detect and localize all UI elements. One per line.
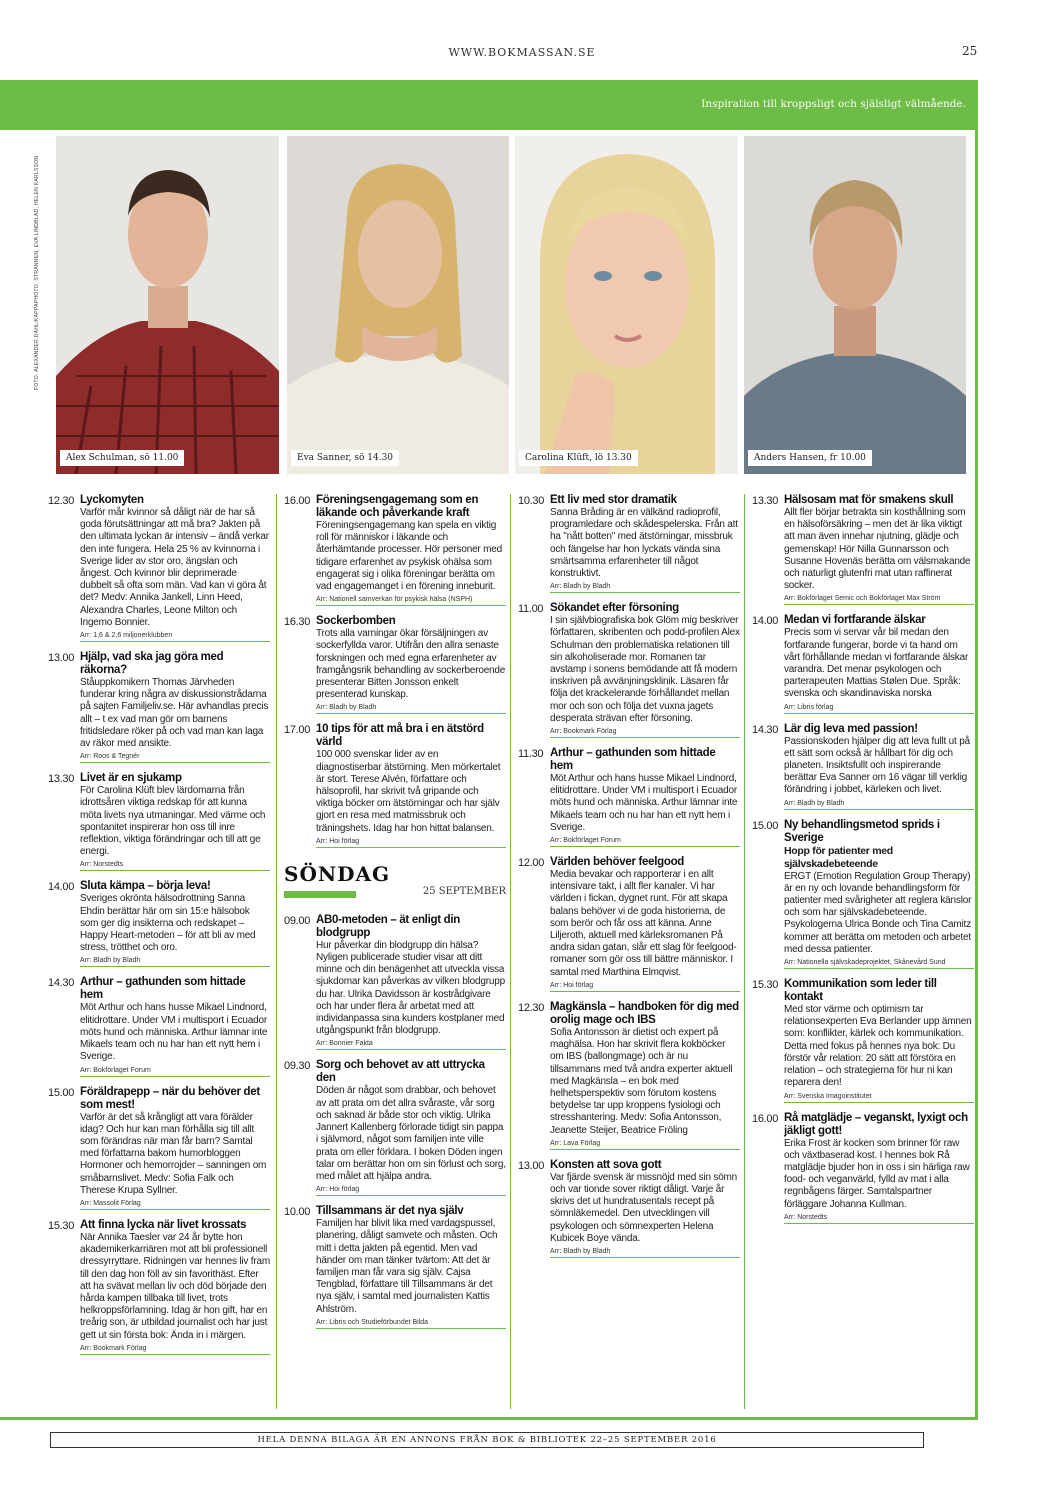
event-time: 11.30 [518, 748, 544, 761]
event-time: 14.30 [752, 723, 779, 736]
program-item [48, 772, 270, 871]
event-time: 15.30 [48, 1219, 75, 1232]
event-time: 13.00 [518, 1159, 545, 1172]
photo-caption: Carolina Klüft, lö 13.30 [519, 450, 638, 466]
event-time: 15.00 [752, 819, 779, 832]
event-description: 100 000 svenskar lider av en diagnostiserbar ätstörning. Men mörkertalet är stort. Terese Alvén, författare och hälsoprofil, har skrivit två gripande och viktiga böcker om ätstörningar och har själv gjort en resa med matmissbruk och träningshets. Idag har hon hittat balansen. [316, 749, 501, 834]
event-description: Med stor värme och optimism tar relationsexperten Eva Berlander upp ämnen som: konflikter, kärlek och kommunikation. Detta med fokus på hennes nya bok: Du förstör vår relation: 20 sätt att förstöra en relation – och strategierna för hur ni kan reparera den! [784, 1004, 972, 1089]
day-accent-bar [284, 891, 356, 898]
program-item [518, 1159, 740, 1258]
event-description: Möt Arthur och hans husse Mikael Lindnord, elitidrottare. Under VM i multisport i Ecuador möts hund och människa. Arthur lämnar inte Mikaels team och nu har han ett nytt hem i Sverige. [550, 773, 738, 833]
event-title: AB0-metoden – ät enligt din blodgrupp [316, 913, 460, 939]
event-organizer: Arr: Bokförlaget Forum [80, 1067, 270, 1077]
event-description: I sin självbiografiska bok Glöm mig beskriver författaren, skribenten och podd-profilen Alex Schulman den problematiska relationen till sin alkoholiserade mor. Romanen tar avstamp i sonens bemödande att få modern inskriven på avvänjningsklinik. Läsaren får följa det krackelerande förhållandet mellan mor och son och följa det vuxna jagets desperata strävan efter försoning. [550, 615, 740, 724]
column-divider [276, 494, 277, 1409]
event-organizer: Arr: Bookmark Förlag [80, 1345, 270, 1355]
event-title: Hälsosam mat för smakens skull [784, 494, 954, 506]
event-description: Allt fler börjar betrakta sin kosthållning som en hälsoförsäkring – men det är lika viktigt att man även innehar njutning, glädje och gemenskap! Hör Nilla Gunnarsson och Susanne Hovenäs berätta om välsmakande och naturligt glutenfri mat utan raffinerat socker. [784, 507, 971, 592]
event-title: Sluta kämpa – börja leva! [80, 880, 211, 893]
column-divider [510, 494, 511, 1409]
photo-alex-schulman [56, 136, 279, 474]
event-organizer: Arr: Bladh by Bladh [80, 957, 270, 967]
event-time: 10.30 [518, 495, 545, 507]
program-column-3 [518, 494, 740, 1267]
photo-carolina-kluft [515, 136, 738, 474]
event-description: Erika Frost är kocken som brinner för raw och växtbaserad kost. I hennes bok Rå matglädje bjuder hon in oss i sin härliga raw food- och veganvärld, fylld av mat i alla regnbågens färger. Samtalspartner förläggare Johanna Kullman. [784, 1137, 970, 1210]
event-organizer: Arr: Norstedts [80, 861, 270, 871]
day-name: SÖNDAG [284, 861, 391, 886]
event-title: Medan vi fortfarande älskar [784, 614, 926, 627]
photo-caption: Alex Schulman, sö 11.00 [60, 450, 184, 466]
event-description: Varför mår kvinnor så dåligt när de har så goda förutsättningar att må bra? Jakten på den ultimata lyckan är intensiv – ändå verkar den inte fungera. Hela 25 % av kvinnorna i Sverige lider av stor oro, ängslan och ångest. Och kvinnor blir deprimerade dubbelt så ofta som män. Vad kan vi göra åt det? Medv: Annika Jankell, Linn Heed, Alexandra Charles, Leone Milton och Ingemo Bonnier. [80, 507, 269, 628]
program-column-1 [48, 494, 270, 1364]
event-organizer: Arr: Svenska Imagoinstitutet [784, 1093, 974, 1103]
event-title: 10 tips för att må bra i en ätstörd värld [316, 723, 484, 749]
event-organizer: Arr: Lava Förlag [550, 1140, 740, 1150]
event-title: Livet är en sjukamp [80, 772, 182, 785]
program-item [284, 723, 506, 847]
page-number: 25 [962, 44, 978, 58]
footer-disclaimer: HELA DENNA BILAGA ÄR EN ANNONS FRÅN BOK & BIBLIOTEK 22–25 SEPTEMBER 2016 [50, 1432, 924, 1448]
event-organizer: Arr: Libris och Studieförbundet Bilda [316, 1319, 506, 1329]
program-item [518, 856, 740, 992]
event-title: Kommunikation som leder till kontakt [784, 978, 937, 1004]
event-time: 14.30 [48, 977, 75, 990]
program-item [48, 1086, 270, 1210]
photo-credit: FOTO: ALEXANDER DAHL/KAPPAPHOTO, STRANNEN, EVA LINDBLAD, HELEN KARLSSON [34, 155, 40, 390]
event-subtitle: Hopp för patienter med självskadebeteende [784, 844, 893, 870]
event-title: Rå matglädje – veganskt, lyxigt och jäkligt gott! [784, 1111, 968, 1137]
event-time: 09.30 [284, 1060, 311, 1073]
portrait-image [56, 136, 279, 474]
event-title: Att finna lycka när livet krossats [80, 1218, 247, 1231]
program-item [752, 1112, 974, 1224]
event-title: Föreningsengagemang som en läkande och påverkande kraft [316, 494, 479, 519]
event-title: Tillsammans är det nya själv [316, 1205, 464, 1218]
program-item [752, 819, 974, 969]
event-organizer: Arr: Bookmark Förlag [550, 728, 740, 738]
program-item [518, 1001, 740, 1150]
program-item [48, 494, 270, 642]
event-description: Sveriges okrönta hälsodrottning Sanna Ehdin berättar här om sin 15:e hälsobok som ger dig insikterna och redskapet – Happy Heart-metoden – för att bli av med stress, trötthet och oro. [80, 893, 256, 954]
program-item [284, 615, 506, 714]
event-description: Media bevakar och rapporterar i en allt intensivare takt, i allt fler kanaler. Vi har världen i fickan, dygnet runt. För att skapa balans behöver vi de goda historierna, de som berör och får oss att känna. Anne Liljeroth, aktuell med kärleksromanen På andra sidan gatan, slår ett slag för feelgood-romaner som gör oss till bättre människor. I samtal med Marthina Elmqvist. [550, 869, 737, 978]
event-description: Möt Arthur och hans husse Mikael Lindnord, elitidrottare. Under VM i multisport i Ecuador möts hund och människa. Arthur lämnar inte Mikaels team och nu har han ett nytt hem i Sverige. [80, 1002, 268, 1063]
program-item [48, 651, 270, 763]
photo-eva-sanner [287, 136, 509, 474]
event-time: 09.00 [284, 914, 311, 927]
event-time: 13.30 [48, 773, 75, 786]
event-time: 17.00 [284, 724, 311, 737]
event-time: 16.00 [752, 1112, 779, 1125]
event-description: För Carolina Klüft blev lärdomarna från idrottsåren viktiga redskap för att kunna möta livets nya utmaningar. Med värme och spontanitet inspirerar hon oss till inre reflektion, viktiga förändringar och till att ge energi. [80, 785, 266, 858]
event-description: Hur påverkar din blodgrupp din hälsa? Nyligen publicerade studier visar att ditt minne och din benägenhet att utveckla vissa sjukdomar kan påverkas av vilken blodgrupp du har. Ulrika Davidsson är kostrådgivare och har under flera år arbetat med att individanpassa sina kunders kostplaner med utgångspunkt från blodgrupp. [316, 939, 505, 1037]
event-time: 12.00 [518, 857, 545, 870]
event-description: Varför är det så krångligt att vara förälder idag? Och hur kan man förhålla sig till allt som förändras när man får barn? Samtal med författarna bakom humorbloggen Hormoner och hemorrojder – sanningen om småbarnslivet. Medv: Sofia Falk och Therese Krupa Syllner. [80, 1111, 267, 1196]
program-item [518, 494, 740, 593]
event-description: Sanna Bråding är en välkänd radioprofil, programledare och skådespelerska. Från att ha "nått botten" med ätstörningar, missbruk och fängelse har hon lyckats vända sina smärtsamma erfarenheter till något konstruktivt. [550, 507, 738, 580]
event-organizer: Arr: 1,6 & 2,6 miljonerklubben [80, 632, 270, 642]
event-title: Arthur – gathunden som hittade hem [80, 976, 246, 1002]
event-title: Konsten att sova gott [550, 1158, 662, 1171]
program-item [284, 494, 506, 606]
event-description: Föreningsengagemang kan spela en viktig roll för människor i läkande och återhämtande processer. Hör personer med tidigare erfarenhet av psykisk ohälsa som engagerat sig i olika föreningar berätta om vad engagemanget i en förening inneburit. [316, 520, 502, 593]
event-time: 16.30 [284, 616, 311, 629]
event-time: 12.30 [518, 1001, 545, 1014]
column-divider [744, 494, 745, 1409]
program-column-2 [284, 494, 506, 1338]
event-title: Ny behandlingsmetod sprids i Sverige [784, 818, 940, 844]
program-item [518, 602, 740, 738]
event-organizer: Arr: Massolit Förlag [80, 1200, 270, 1210]
program-column-4 [752, 494, 974, 1233]
event-time: 12.30 [48, 495, 75, 507]
event-time: 10.00 [284, 1206, 311, 1219]
banner-text: Inspiration till kroppsligt och själsligt välmående. [701, 98, 966, 110]
portrait-image [287, 136, 509, 474]
program-item [752, 614, 974, 713]
event-organizer: Arr: Bokförlaget Forum [550, 837, 740, 847]
photo-caption: Anders Hansen, fr 10.00 [748, 450, 872, 466]
event-description: Döden är något som drabbar, och behovet av att prata om det allra svåraste, vår sorg och saknad är både stor och viktig. Ulrika Jannert Kallenberg förlorade tidigt sin pappa i självmord, något som familjen inte ville prata om eller förklara. I boken Döden ingen talar om berättar hon om sin förlust och sorg, med målet att hjälpa andra. [316, 1085, 506, 1182]
event-time: 13.00 [48, 652, 75, 665]
event-description: Var fjärde svensk är missnöjd med sin sömn och var tionde sover riktigt dåligt. Varje år skrivs det ut hundratusentals recept på sömnläkemedel. Den utvecklingen vill psykologen och sömnexperten Helena Kubicek Boye vända. [550, 1171, 738, 1244]
event-title: Sökandet efter försoning [550, 602, 679, 615]
event-organizer: Arr: Bladh by Bladh [316, 704, 506, 714]
event-time: 15.00 [48, 1086, 75, 1099]
event-description: Passionskoden hjälper dig att leva fullt ut på ett sätt som också är hållbart för dig och planeten. Insiktsfullt och inspirerande berättar Eva Sanner om 16 vägar till verklig förändring i jobbet, kärleken och livet. [784, 735, 970, 796]
program-item [284, 1059, 506, 1196]
event-title: Sorg och behovet av att uttrycka den [316, 1059, 485, 1085]
event-organizer: Arr: Norstedts [784, 1214, 974, 1224]
event-organizer: Arr: Libris förlag [784, 704, 974, 714]
event-description: Ståuppkomikern Thomas Järvheden funderar kring några av diskussionstrådarna på sajten Familjeliv.se. Här avhandlas precis allt – t ex vad man gör om barnens fritidsledare röker på och vad man kan laga av räkor med ansikte. [80, 677, 269, 750]
event-title: Föräldrapepp – när du behöver det som mest! [80, 1085, 260, 1111]
event-description: Precis som vi servar vår bil medan den fortfarande fungerar, borde vi ta hand om vårt förhållande medan vi fortfarande älskar varandra. Det menar psykologen och parterapeuten Mattias Stølen Due. Språk: svenska och skandinaviska norska [784, 627, 969, 700]
event-organizer: Arr: Nationella självskadeprojektet, Skånevård Sund [784, 959, 974, 969]
event-title: Sockerbomben [316, 615, 396, 628]
event-time: 14.00 [752, 615, 779, 628]
event-description: Trots alla varningar ökar försäljningen av sockerfyllda varor. Utifrån den allra senaste forskningen och med egna erfarenheter av framgångsrik behandling av sockerberoende presenterar Bitten Jonsson enkelt presenterad kunskap. [316, 628, 506, 701]
site-url: WWW.BOKMASSAN.SE [448, 46, 596, 59]
event-organizer: Arr: Hoi förlag [316, 838, 506, 848]
event-organizer: Arr: Hoi förlag [550, 982, 740, 992]
event-title: Lär dig leva med passion! [784, 722, 918, 735]
program-item [48, 1219, 270, 1355]
event-time: 11.00 [518, 603, 544, 616]
event-title: Världen behöver feelgood [550, 856, 685, 869]
day-heading-sunday [284, 862, 506, 904]
event-organizer: Arr: Nationell samverkan för psykisk hälsa (NSPH) [316, 596, 506, 606]
event-title: Ett liv med stor dramatik [550, 494, 677, 506]
event-organizer: Arr: Roos & Tegnér [80, 753, 270, 763]
event-organizer: Arr: Bonnier Fakta [316, 1040, 506, 1050]
event-title: Arthur – gathunden som hittade hem [550, 747, 716, 773]
event-description: Familjen har blivit lika med vardagspussel, planering, dåligt samvete och måsten. Och mitt i detta jakten på egentid. Men vad händer om man tänker tvärtom: Att det är familjen man får vara sig själv. Cajsa Tengblad, författare till Tillsammans är det nya själv, i samtal med journalisten Kattis Ahlström. [316, 1218, 498, 1315]
program-item [284, 914, 506, 1051]
program-item [518, 747, 740, 847]
event-title: Magkänsla – handboken för dig med orolig mage och IBS [550, 1000, 739, 1026]
photo-caption: Eva Sanner, sö 14.30 [291, 450, 399, 466]
portrait-image [744, 136, 966, 474]
day-date: 25 SEPTEMBER [422, 885, 506, 897]
event-time: 16.00 [284, 495, 311, 507]
event-description: Sofia Antonsson är dietist och expert på maghälsa. Hon har skrivit flera kokböcker om IBS (ballongmage) och är nu tillsammans med två andra experter aktuell med Magkänsla – en bok med helhetsperspektiv som förutom kostens betydelse tar upp kroppens fysiologi och stresshantering. Medv: Sofia Antonsson, Jeanette Steijer, Beatrice Fröling [550, 1026, 733, 1136]
event-organizer: Arr: Bokförlaget Semic och Bokförlaget Max Ström [784, 595, 974, 605]
event-time: 14.00 [48, 881, 75, 894]
event-time: 15.30 [752, 979, 779, 992]
event-title: Hjälp, vad ska jag göra med räkorna? [80, 651, 224, 677]
program-item [284, 1205, 506, 1329]
event-title: Lyckomyten [80, 494, 144, 506]
event-organizer: Arr: Bladh by Bladh [550, 583, 740, 593]
green-banner [0, 80, 978, 130]
event-organizer: Arr: Bladh by Bladh [550, 1248, 740, 1258]
program-item [752, 723, 974, 810]
program-item [48, 880, 270, 967]
program-item [752, 494, 974, 605]
photo-anders-hansen [744, 136, 966, 474]
program-item [48, 976, 270, 1076]
event-time: 13.30 [752, 495, 779, 507]
program-item [752, 978, 974, 1102]
event-description: ERGT (Emotion Regulation Group Therapy) är en ny och lovande behandlingsform för patienter med svårigheter att reglera känslor och som har självskadebeteende. Psykologerna Ulrica Bonde och Tina Camitz kommer att berätta om metoden och arbetet med dessa patienter. [784, 870, 972, 955]
portrait-image [515, 136, 738, 474]
event-organizer: Arr: Hoi förlag [316, 1186, 506, 1196]
event-description: När Annika Taesler var 24 år bytte hon akademikerkarriären mot att bli professionell dressyrryttare. Ridningen var hennes liv fram till den dag hon föll av sin favorithäst. Efter att ha svävat mellan liv och död började den hårda kampen tillbaka till livet, trots helkroppsförlamning. Idag är hon gift, har en treårig son, är utbildad journalist och har just gett ut sin första bok: Ända in i märgen. [80, 1231, 270, 1341]
event-organizer: Arr: Bladh by Bladh [784, 800, 974, 810]
